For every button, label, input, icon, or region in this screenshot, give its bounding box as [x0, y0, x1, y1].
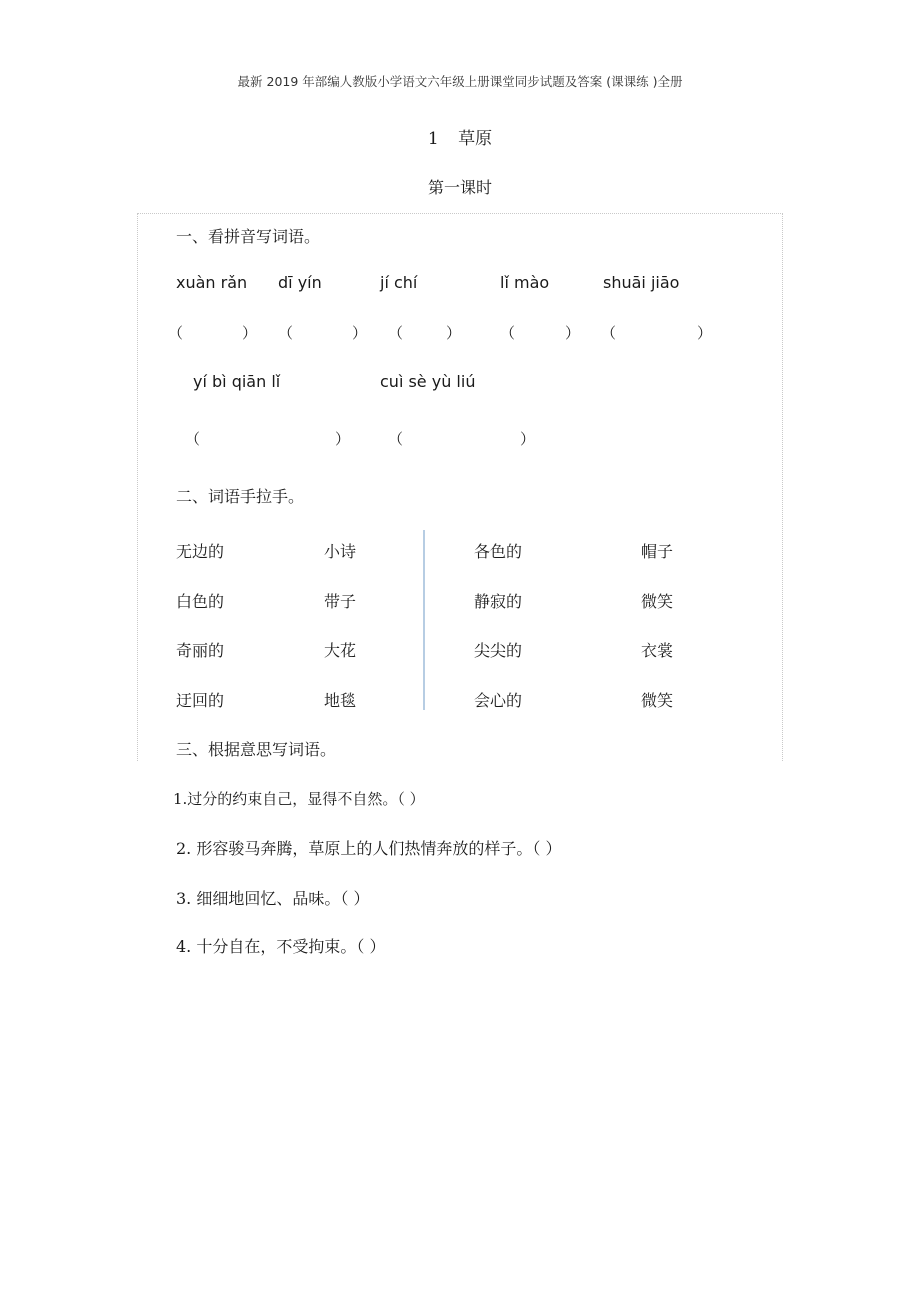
answer-blank-close: ）: [697, 324, 713, 342]
question-3[interactable]: 3. 细细地回忆、品味。（ ）: [176, 889, 370, 908]
answer-blank-close: ）: [565, 324, 581, 342]
answer-blank[interactable]: （: [388, 324, 404, 342]
answer-blank-close: ）: [520, 430, 536, 448]
pinyin-3: jí chí: [380, 273, 418, 292]
word-right-a: 各色的: [474, 542, 523, 561]
section1-title: 一、看拼音写词语。: [176, 227, 321, 246]
word-right-b: 帽子: [641, 542, 674, 561]
word-left-a: 白色的: [176, 592, 225, 611]
question-2[interactable]: 2. 形容骏马奔腾，草原上的人们热情奔放的样子。（ ）: [176, 839, 562, 858]
word-left-a: 奇丽的: [176, 641, 225, 660]
pinyin-5: shuāi jiāo: [603, 273, 680, 292]
pinyin-6: yí bì qiān lǐ: [193, 372, 281, 391]
answer-blank-close: ）: [446, 324, 462, 342]
question-4[interactable]: 4. 十分自在，不受拘束。（ ）: [176, 937, 386, 956]
word-right-b: 微笑: [641, 592, 674, 611]
word-right-a: 会心的: [474, 691, 523, 710]
word-left-a: 迂回的: [176, 691, 225, 710]
word-right-a: 静寂的: [474, 592, 523, 611]
answer-blank-close: ）: [242, 324, 258, 342]
word-right-b: 衣裳: [641, 641, 674, 660]
section3-title: 三、根据意思写词语。: [176, 740, 337, 759]
answer-blank[interactable]: （: [388, 430, 404, 448]
pinyin-1: xuàn rǎn: [176, 273, 248, 292]
answer-blank-close: ）: [352, 324, 368, 342]
section2-title: 二、词语手拉手。: [176, 487, 305, 506]
answer-blank[interactable]: （: [278, 324, 294, 342]
pinyin-4: lǐ mào: [500, 273, 550, 292]
answer-blank[interactable]: （: [168, 324, 184, 342]
lesson-title: 1 草原: [427, 129, 493, 149]
word-left-b: 地毯: [324, 691, 357, 710]
word-left-a: 无边的: [176, 542, 225, 561]
answer-blank[interactable]: （: [601, 324, 617, 342]
answer-blank[interactable]: （: [185, 430, 201, 448]
column-divider: [423, 530, 425, 710]
word-right-b: 微笑: [641, 691, 674, 710]
pinyin-2: dī yín: [278, 273, 322, 292]
answer-blank[interactable]: （: [500, 324, 516, 342]
answer-blank-close: ）: [335, 430, 351, 448]
pinyin-7: cuì sè yù liú: [380, 372, 476, 391]
lesson-subtitle: 第一课时: [427, 178, 492, 197]
word-right-a: 尖尖的: [474, 641, 523, 660]
word-left-b: 大花: [324, 641, 357, 660]
word-left-b: 带子: [324, 592, 357, 611]
question-1[interactable]: 1.过分的约束自己，显得不自然。（ ）: [173, 790, 425, 808]
page-header: 最新 2019 年部编人教版小学语文六年级上册课堂同步试题及答案 (课课练 )全册: [237, 74, 683, 89]
word-left-b: 小诗: [324, 542, 357, 561]
